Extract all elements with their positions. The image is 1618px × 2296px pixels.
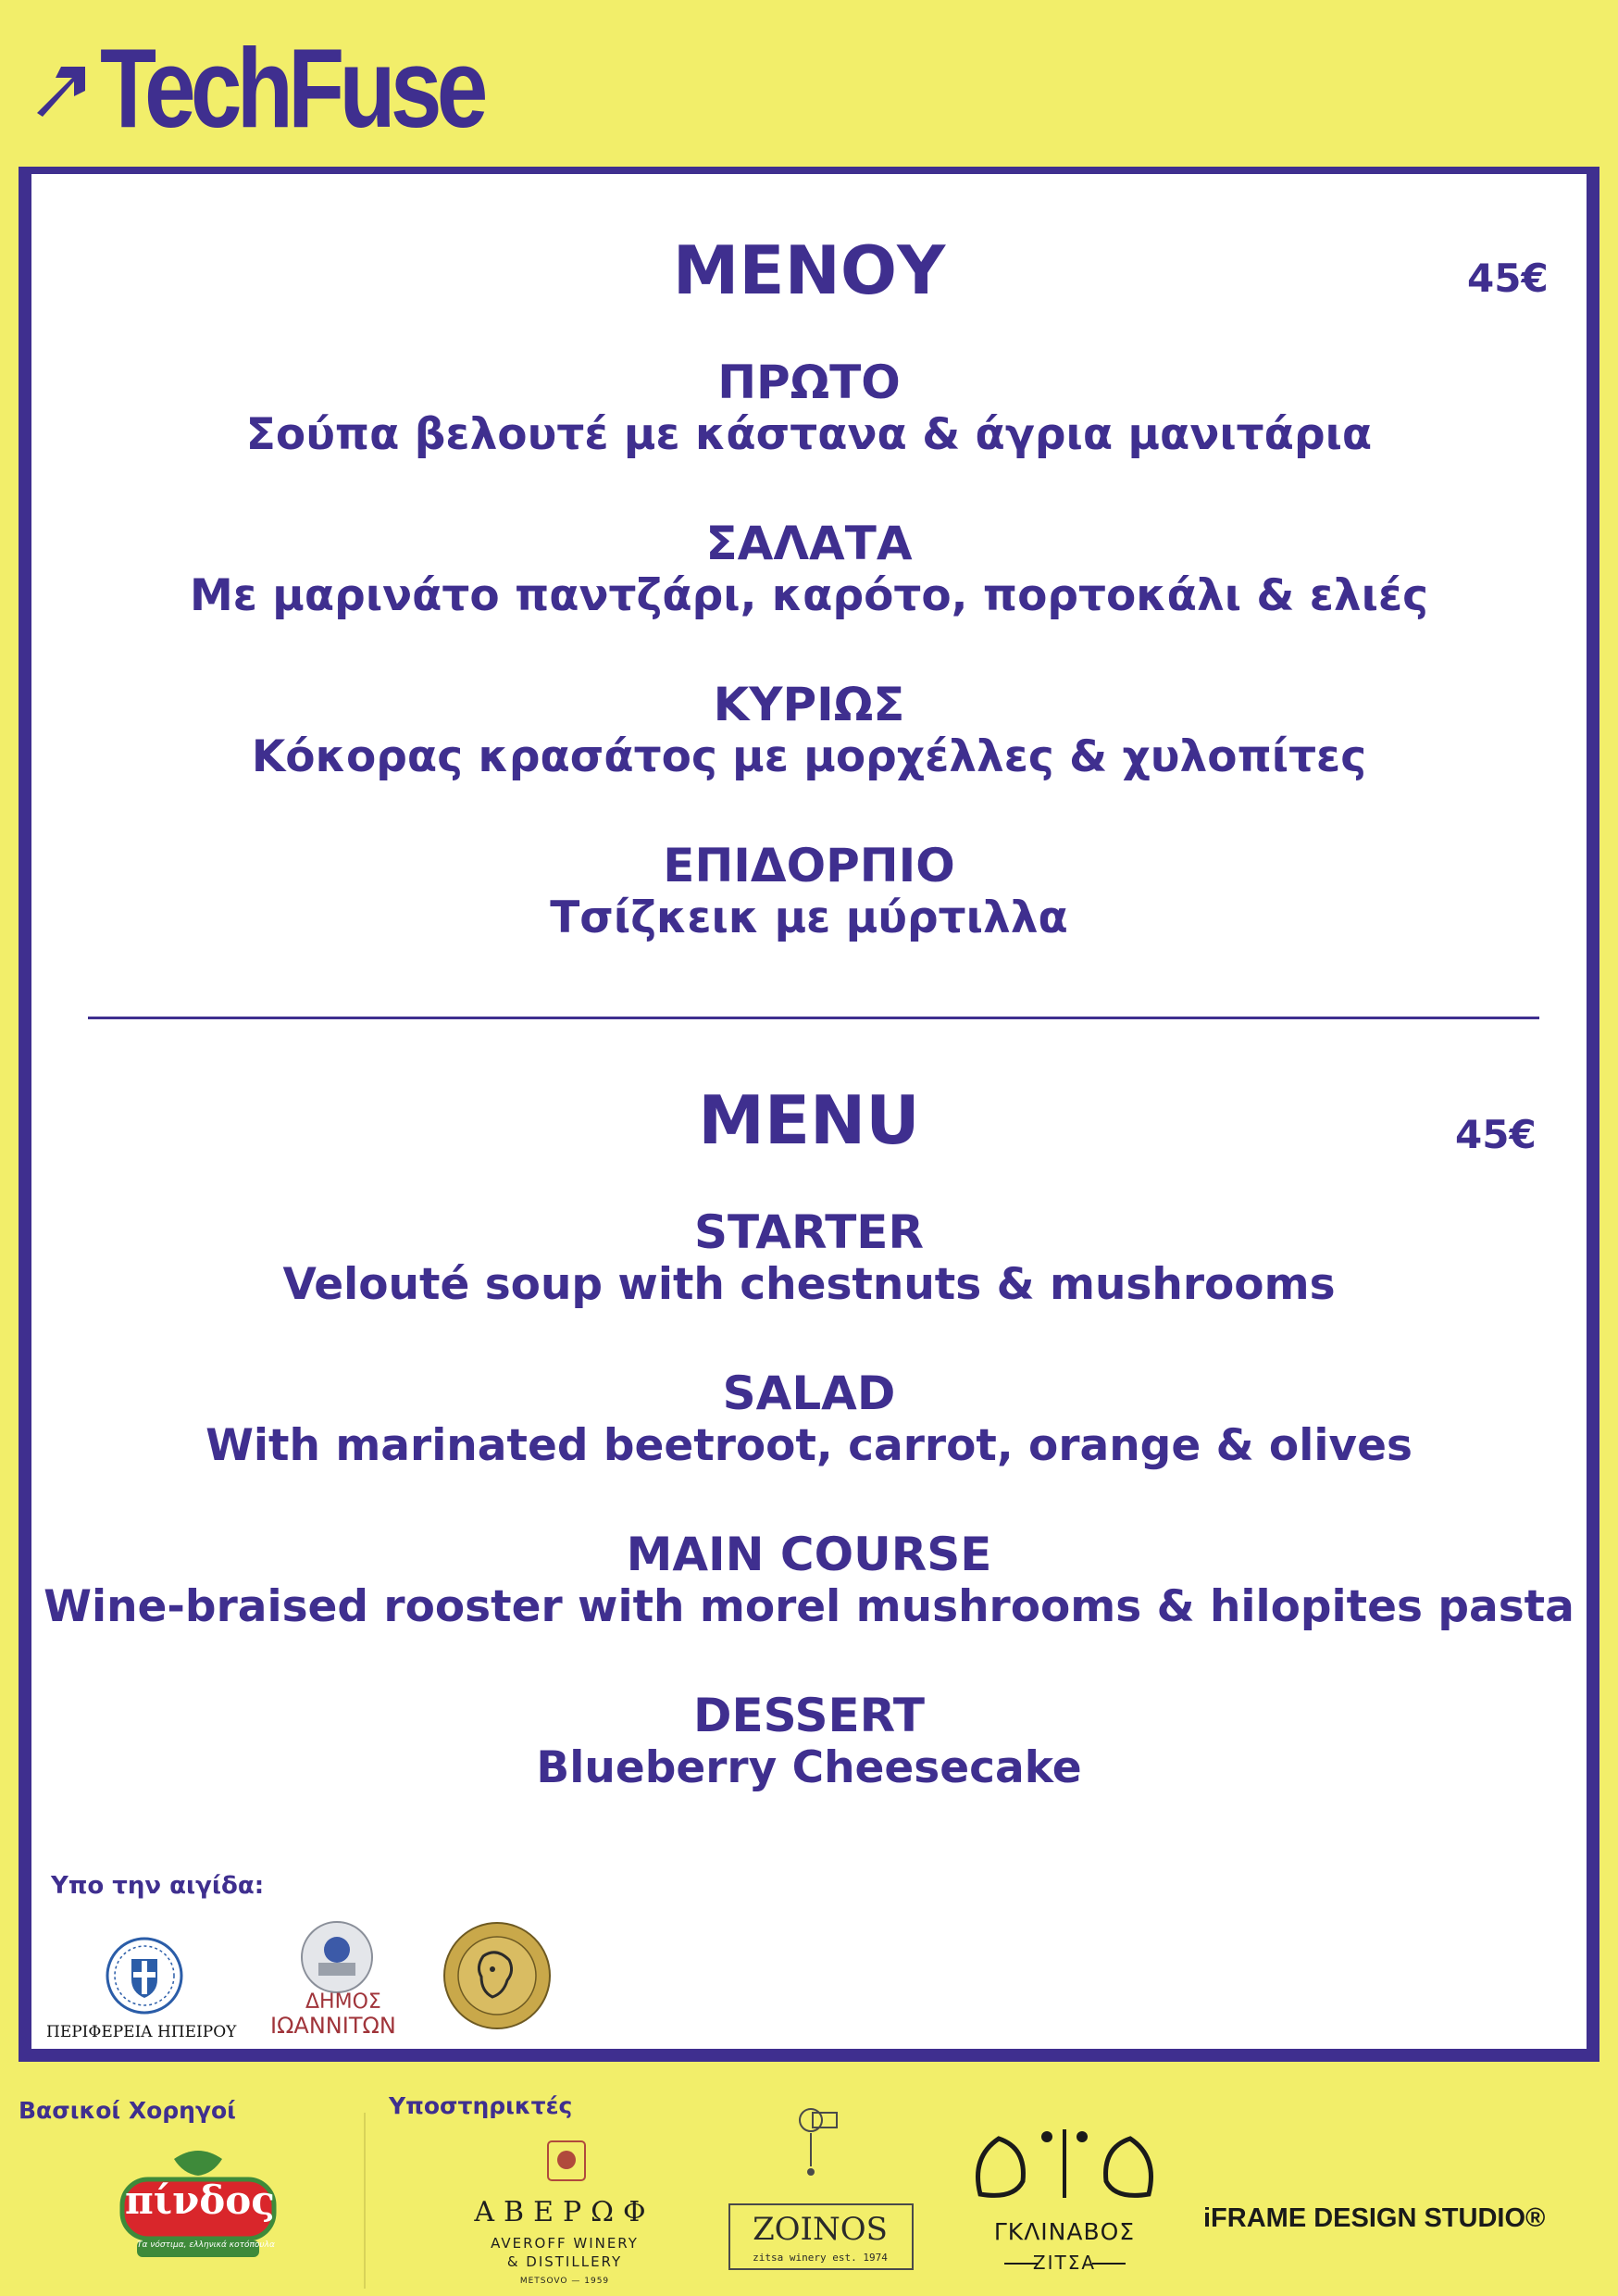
english-course-3: MAIN COURSE: [626, 1528, 992, 1581]
greek-menu-price: 45€: [1467, 256, 1549, 301]
averoff-emblem-icon: [539, 2134, 594, 2190]
supporters-label: Υποστηρικτές: [389, 2092, 573, 2119]
averoff-line-2: & DISTILLERY: [506, 2253, 623, 2270]
greek-course-2: ΣΑΛΑΤΑ: [705, 517, 913, 570]
patronage-caption-2b: ΙΩΑΝΝΙΤΩΝ: [270, 2013, 396, 2039]
greek-course-1: ΠΡΩΤΟ: [717, 356, 901, 409]
municipality-emblem-icon: [298, 1918, 376, 1996]
patronage-caption-1: ΠΕΡΙΦΕΡΕΙΑ ΗΠΕΙΡΟΥ: [46, 2023, 237, 2041]
chamber-seal-icon: [442, 1921, 552, 2030]
glinavos-name: ΓΚΛΙΝΑΒΟΣ: [993, 2218, 1136, 2245]
zoinos-name: ZOINOS: [753, 2211, 888, 2248]
greek-course-4: ΕΠΙΔΟΡΠΙΟ: [663, 839, 955, 892]
zoinos-tagline: zitsa winery est. 1974: [753, 2252, 888, 2264]
averoff-name: ΑΒΕΡΩΦ: [474, 2196, 655, 2228]
glinavos-town: ΖΙΤΣΑ: [1032, 2252, 1097, 2274]
greek-course-3: ΚΥΡΙΩΣ: [713, 678, 905, 731]
glinavos-logo: [967, 2120, 1162, 2213]
english-menu-price: 45€: [1455, 1112, 1537, 1157]
greek-menu-title: ΜΕΝΟΥ: [672, 231, 946, 309]
english-dish-2: With marinated beetroot, carrot, orange & olives: [205, 1420, 1413, 1471]
averoff-line-3: METSOVO — 1959: [519, 2277, 610, 2286]
techfuse-logo: [28, 25, 566, 151]
greek-dish-2: Με μαρινάτο παντζάρι, καρότο, πορτοκάλι & ελιές: [190, 570, 1428, 621]
english-menu-title: MENU: [698, 1081, 920, 1159]
greek-coat-of-arms-icon: [104, 1935, 185, 2016]
english-dish-1: Velouté soup with chestnuts & mushrooms: [282, 1259, 1336, 1310]
averoff-line-1: AVEROFF WINERY: [491, 2235, 639, 2252]
english-course-1: STARTER: [694, 1205, 924, 1259]
pindos-tagline: Τα νόστιμα, ελληνικά κοτόπουλα: [137, 2240, 275, 2250]
brand-name: TechFuse: [100, 25, 483, 151]
greek-dish-1: Σούπα βελουτέ με κάστανα & άγρια μανιτάρια: [245, 409, 1373, 460]
arrow-icon: [28, 54, 96, 122]
greek-dish-3: Κόκορας κρασάτος με μορχέλλες & χυλοπίτες: [251, 731, 1367, 782]
sponsor-separator: [364, 2113, 366, 2289]
iframe-design-studio: iFRAME DESIGN STUDIO®: [1203, 2203, 1546, 2233]
patronage-label: Υπο την αιγίδα:: [51, 1872, 265, 1900]
english-course-2: SALAD: [722, 1366, 896, 1420]
menu-divider: [88, 1017, 1539, 1019]
patronage-caption-2a: ΔΗΜΟΣ: [305, 1990, 381, 2014]
zoinos-bottle-icon: [792, 2102, 842, 2179]
english-dish-4: Blueberry Cheesecake: [536, 1742, 1082, 1793]
english-course-4: DESSERT: [693, 1689, 925, 1742]
header: [0, 0, 1618, 167]
pindos-name: πίνδος: [125, 2177, 275, 2223]
greek-dish-4: Τσίζκεικ με μύρτιλλα: [550, 892, 1068, 943]
english-dish-3: Wine-braised rooster with morel mushrooms & hilopites pasta: [44, 1581, 1574, 1632]
main-sponsors-label: Βασικοί Χορηγοί: [19, 2097, 236, 2124]
